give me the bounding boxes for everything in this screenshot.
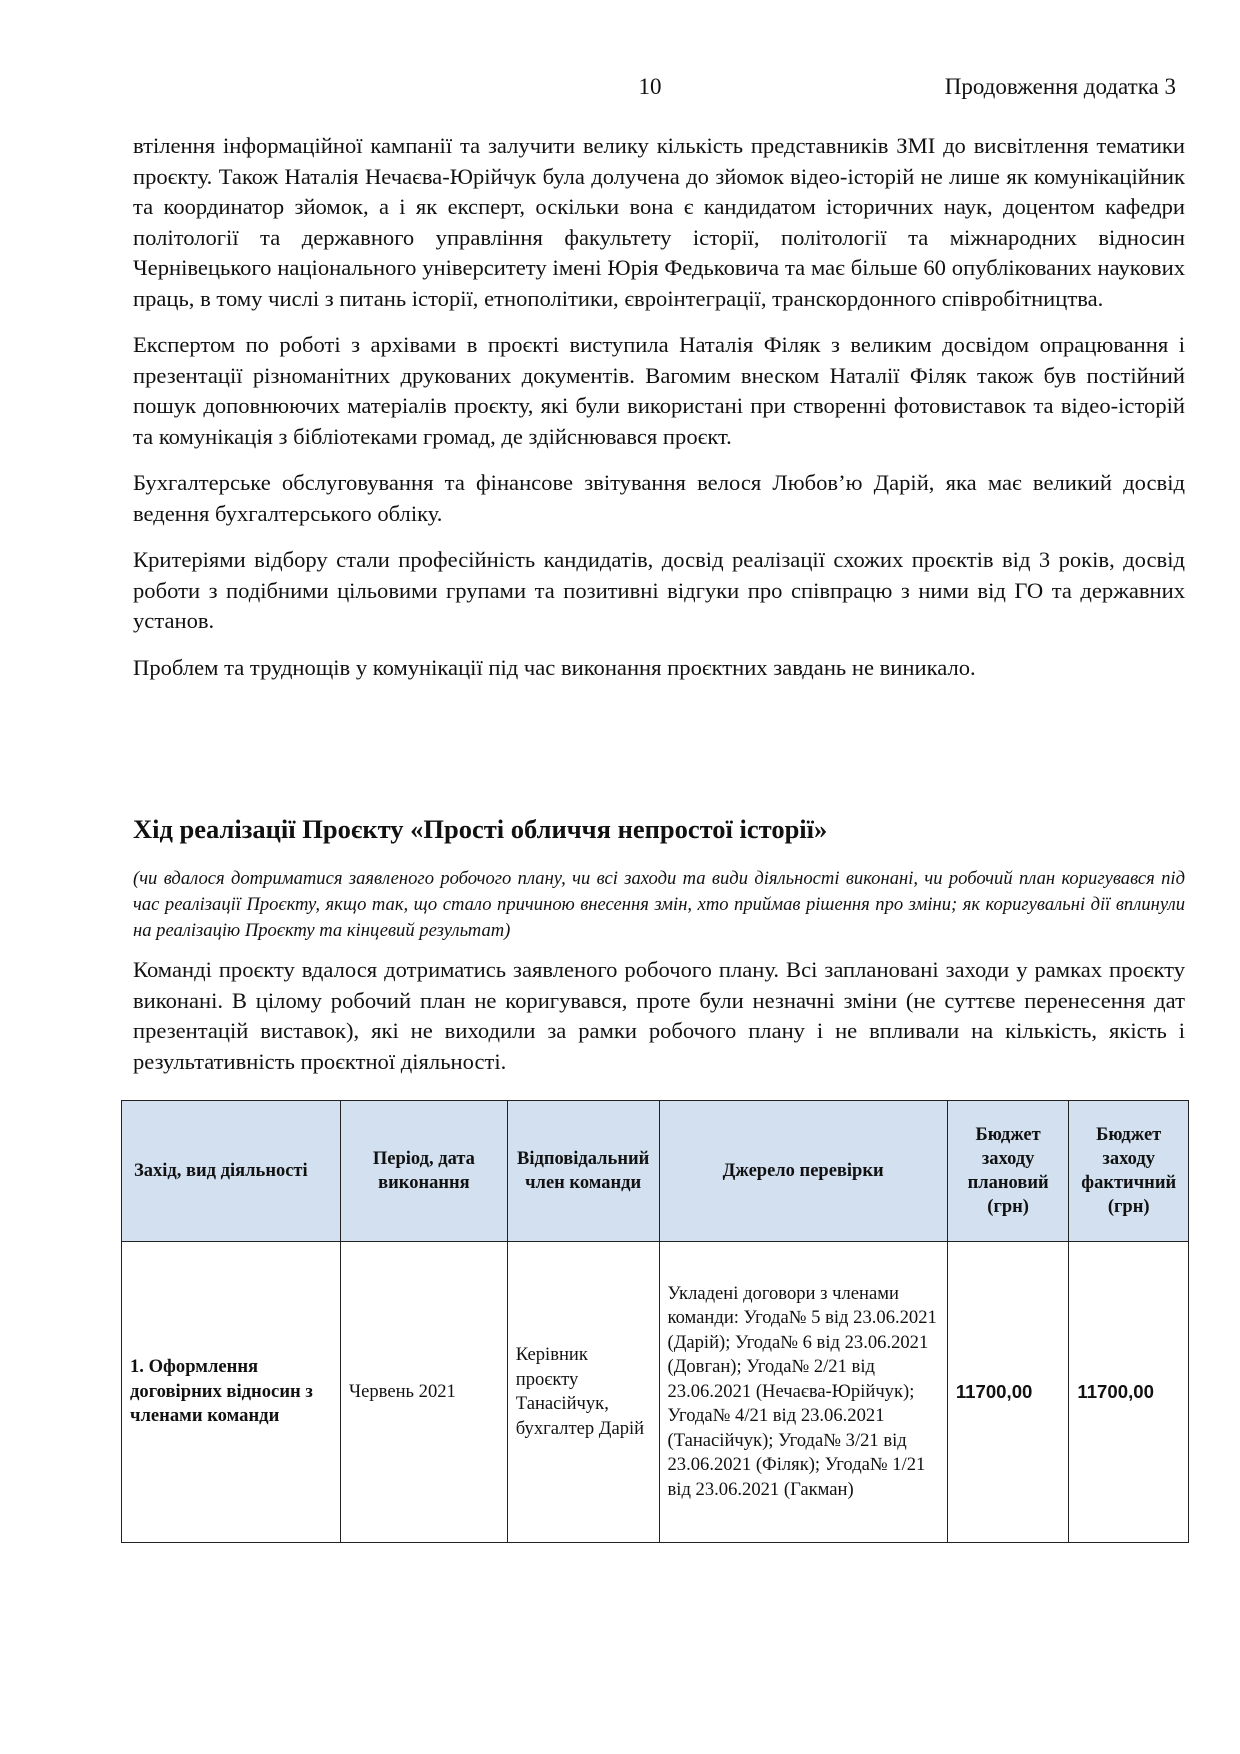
paragraph: Бухгалтерське обслуговування та фінансове звітування велося Любов’ю Дарій, яка має великий досвід ведення бухгалтерського обліку. — [133, 470, 1185, 526]
page-header-continuation: Продовження додатка 3 — [944, 74, 1176, 99]
section-title: Хід реалізації Проєкту «Прості обличчя непростої історії» — [133, 814, 828, 844]
paragraph: Проблем та труднощів у комунікації під час виконання проєктних завдань не виникало. — [133, 654, 976, 680]
body-text-section — [133, 955, 1185, 1093]
header-budget-actual: Бюджет заходу фактичний (грн) — [1069, 1101, 1189, 1242]
header-source: Джерело перевірки — [659, 1101, 947, 1242]
header-budget-planned: Бюджет заходу плановий (грн) — [947, 1101, 1069, 1242]
section-note: (чи вдалося дотриматися заявленого робочого плану, чи всі заходи та види діяльності виконані, чи робочий план коригувався під час реалізації Проєкту, якщо так, що стало причиною внесення змін, хто приймав рішення про зміни; як коригувальні дії вплинули на реалізацію Проєкту та кінцевий результат) — [133, 868, 1185, 941]
paragraph: втілення інформаційної кампанії та залучити велику кількість представників ЗМІ до висвітлення тематики проєкту. Також Наталія Нечаєва-Юрійчук була долучена до зйомок відео-історій не лише як комунікаційник та координатор зйомок, а і як експерт, оскільки вона є кандидатом історичних наук, доцентом кафедри політології та державного управління факультету історії, політології та міжнародних відносин Чернівецького національного університету імені Юрія Федьковича та має більше 60 опублікованих наукових праць, в тому числі з питань історії, етнополітики, євроінтеграції, транскордонного співробітництва. — [133, 133, 1185, 311]
cell-responsible: Керівник проєкту Танасійчук, бухгалтер Дарій — [507, 1242, 659, 1543]
header-responsible: Відповідальний член команди — [507, 1101, 659, 1242]
page-number: 10 — [638, 74, 662, 99]
cell-budget-planned: 11700,00 — [947, 1242, 1069, 1543]
table-row — [122, 1242, 1189, 1543]
paragraph: Критеріями відбору стали професійність кандидатів, досвід реалізації схожих проєктів від 3 років, досвід роботи з подібними цільовими групами та позитивні відгуки про співпрацю з ними від ГО та державних установ. — [133, 547, 1185, 633]
paragraph: Експертом по роботі з архівами в проєкті виступила Наталія Філяк з великим досвідом опрацювання і презентації різноманітних друкованих документів. Вагомим внеском Наталії Філяк також був постійний пошук доповнюючих матеріалів проєкту, які були використані при створенні фотовиставок та відео-історій та комунікація з бібліотеками громад, де здійснювався проєкт. — [133, 332, 1185, 449]
activity-table — [121, 1100, 1189, 1543]
paragraph: Команді проєкту вдалося дотриматись заявленого робочого плану. Всі заплановані заходи у рамках проєкту виконані. В цілому робочий план не коригувався, проте були незначні зміни (не суттєве перенесення дат презентацій виставок), які не виходили за рамки робочого плану і не впливали на кількість, якість і результативність проєктної діяльності. — [133, 957, 1185, 1074]
cell-activity: 1. Оформлення договірних відносин з членами команди — [122, 1242, 341, 1543]
cell-period: Червень 2021 — [341, 1242, 508, 1543]
body-text-top — [133, 131, 1185, 699]
header-activity: Захід, вид діяльності — [122, 1101, 341, 1242]
header-period: Період, дата виконання — [341, 1101, 508, 1242]
cell-budget-actual: 11700,00 — [1069, 1242, 1189, 1543]
cell-source: Укладені договори з членами команди: Угода№ 5 від 23.06.2021 (Дарій); Угода№ 6 від 23.06.2021 (Довган); Угода№ 2/21 від 23.06.2021 (Нечаєва-Юрійчук); Угода№ 4/21 від 23.06.2021 (Танасійчук); Угода№ 3/21 від 23.06.2021 (Філяк); Угода№ 1/21 від 23.06.2021 (Гакман) — [659, 1242, 947, 1543]
table-header-row — [122, 1101, 1189, 1242]
